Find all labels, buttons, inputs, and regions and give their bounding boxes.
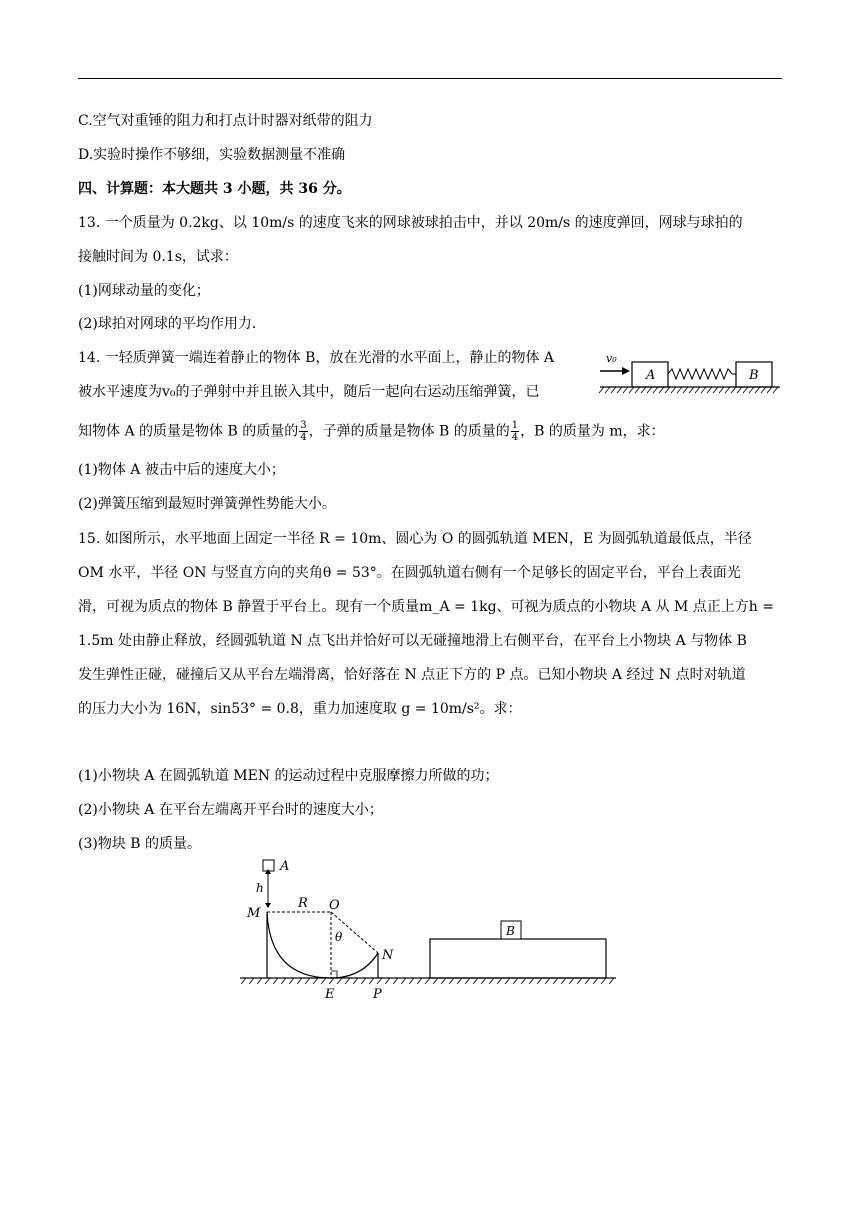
q13-part1: (1)网球动量的变化；	[78, 283, 210, 299]
fraction-3-4: $\frac{3}{4}$	[300, 420, 307, 443]
q14-line3-b: ，子弹的质量是物体 B 的质量的	[308, 423, 510, 440]
label-b: B	[506, 924, 515, 938]
section-heading: 四、计算题：本大题共 3 小题，共 36 分。	[78, 181, 351, 197]
q15-line6: 的压力大小为 16N，sin53° = 0.8，重力加速度取 g = 10m/s²。求：	[78, 701, 522, 717]
q15-line1: 15. 如图所示，水平地面上固定一半径 R = 10m、圆心为 O 的圆弧轨道 MEN，E 为圆弧轨道最低点，半径	[78, 531, 752, 547]
block-b-label: B	[749, 368, 759, 383]
q15-line2: OM 水平，半径 ON 与竖直方向的夹角θ = 53°。在圆弧轨道右侧有一个足够长的固定平台，平台上表面光	[78, 565, 741, 581]
q14-line3-c: ，B 的质量为 m，求：	[520, 423, 665, 440]
v0-label: v₀	[606, 352, 617, 365]
q13-part2: (2)球拍对网球的平均作用力．	[78, 316, 266, 332]
q15-part2: (2)小物块 A 在平台左端离开平台时的速度大小；	[78, 802, 383, 818]
arc-track	[267, 912, 378, 978]
q14-line3	[78, 420, 665, 443]
label-n: N	[382, 948, 394, 963]
q15-line5: 发生弹性正碰，碰撞后又从平台左端滑离，恰好落在 N 点正下方的 P 点。已知小物块 A 经过 N 点时对轨道	[78, 667, 746, 683]
q15-part3: (3)物块 B 的质量。	[78, 836, 202, 852]
q13-line1: 13. 一个质量为 0.2kg、以 10m/s 的速度飞来的网球被球拍击中，并以 20m/s 的速度弹回，网球与球拍的	[78, 215, 743, 231]
q15-line4: 1.5m 处由静止释放，经圆弧轨道 N 点飞出并恰好可以无碰撞地滑上右侧平台，在平台上小物块 A 与物体 B	[78, 633, 747, 649]
q14-part1: (1)物体 A 被击中后的速度大小；	[78, 462, 285, 478]
label-e: E	[325, 987, 335, 1002]
label-theta: θ	[335, 930, 343, 944]
fraction-1-4: $\frac{1}{4}$	[511, 420, 519, 443]
label-h: h	[256, 881, 264, 895]
arc-track-figure	[236, 855, 620, 1005]
label-r: R	[298, 896, 308, 911]
small-block-a	[263, 860, 274, 871]
label-m: M	[247, 906, 261, 921]
platform	[430, 939, 606, 978]
label-o: O	[329, 898, 340, 913]
spring-block-figure	[596, 346, 786, 402]
q14-line1: 14. 一轻质弹簧一端连着静止的物体 B，放在光滑的水平面上，静止的物体 A	[78, 350, 555, 366]
label-a: A	[280, 859, 290, 874]
option-d: D.实验时操作不够细，实验数据测量不准确	[78, 147, 346, 163]
option-c: C.空气对重锤的阻力和打点计时器对纸带的阻力	[78, 113, 373, 129]
block-a-label: A	[646, 368, 656, 383]
q14-part2: (2)弹簧压缩到最短时弹簧弹性势能大小。	[78, 496, 336, 512]
q13-line2: 接触时间为 0.1s，试求：	[78, 249, 238, 265]
q15-line3: 滑，可视为质点的物体 B 静置于平台上。现有一个质量m_A = 1kg、可视为质点的小物块 A 从 M 点正上方h =	[78, 599, 774, 615]
label-p: P	[373, 987, 382, 1002]
q15-part1: (1)小物块 A 在圆弧轨道 MEN 的运动过程中克服摩擦力所做的功；	[78, 768, 499, 784]
q14-line2: 被水平速度为v₀的子弹射中并且嵌入其中，随后一起向右运动压缩弹簧，已	[78, 384, 540, 400]
header-rule	[78, 78, 782, 79]
q14-line3-a: 知物体 A 的质量是物体 B 的质量的	[78, 423, 299, 440]
